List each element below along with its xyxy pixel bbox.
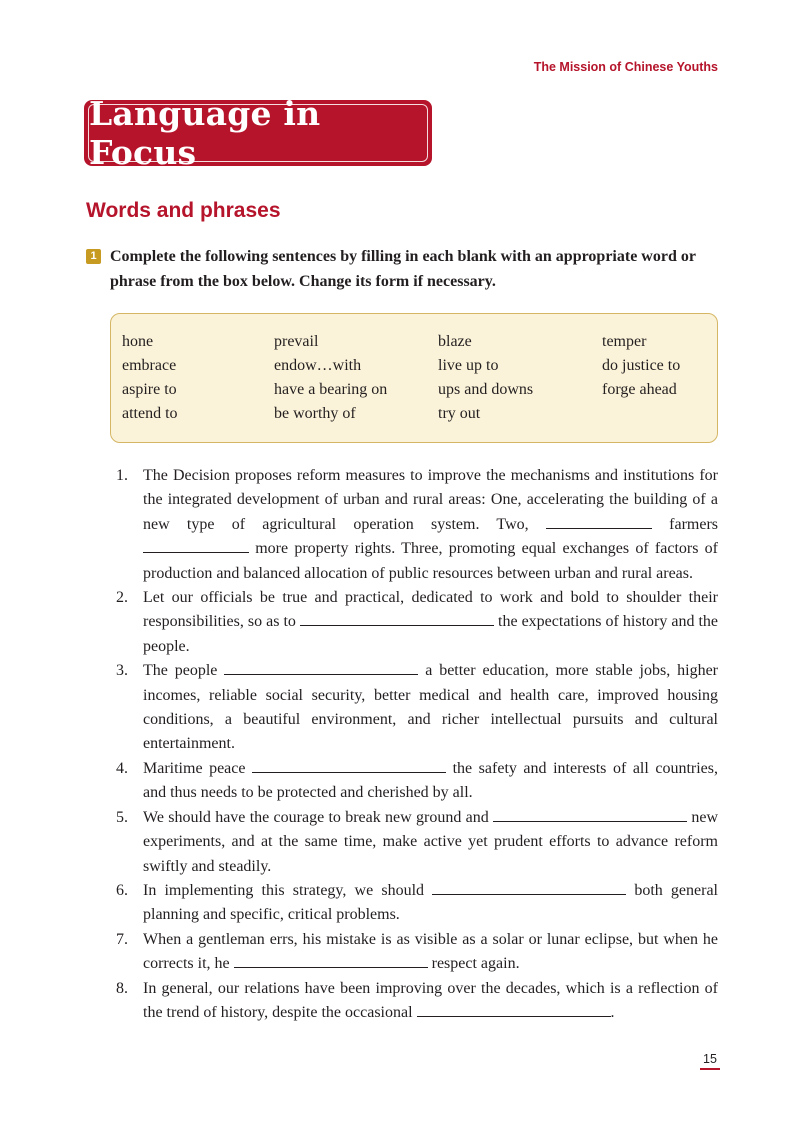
exercise-item xyxy=(110,806,718,879)
word-box-item: aspire to xyxy=(122,381,177,398)
subheading: Words and phrases xyxy=(86,199,281,222)
item-text: . xyxy=(610,1003,615,1021)
word-box-item: temper xyxy=(602,333,647,350)
item-text: the expectations of history and the people. xyxy=(143,613,719,655)
exercise-item xyxy=(110,586,718,659)
answer-blank[interactable] xyxy=(493,807,687,822)
answer-blank[interactable] xyxy=(234,953,428,968)
word-box-item: be worthy of xyxy=(274,405,356,422)
item-text: The Decision proposes reform measures to improve the mechanisms and institutions for the integrated development of urban and rural areas: One, accelerating the building of a new type of agricultural operation system. Two, xyxy=(143,467,718,533)
instruction-text: Complete the following sentences by filling in each blank with an appropriate word or phrase from the box below. Change its form if necessary. xyxy=(110,248,696,290)
page-number: 15 xyxy=(700,1052,720,1070)
word-box xyxy=(110,313,718,443)
word-box-item: ups and downs xyxy=(438,381,534,398)
exercise-item xyxy=(110,928,718,977)
word-box-item: have a bearing on xyxy=(274,381,388,398)
item-number: 3. xyxy=(116,662,128,680)
item-text: both general planning and specific, critical problems. xyxy=(143,881,719,924)
answer-blank[interactable] xyxy=(546,514,652,529)
exercise-item xyxy=(110,879,718,928)
item-text: When a gentleman errs, his mistake is as visible as a solar or lunar eclipse, but when he corrects it, he xyxy=(143,930,718,973)
item-number: 1. xyxy=(116,467,128,484)
item-text: In general, our relations have been improving over the decades, which is a reflection of the trend of history, despite the occasional xyxy=(143,979,718,1021)
word-box-item: forge ahead xyxy=(602,381,677,398)
exercise-number-badge: 1 xyxy=(86,249,101,264)
answer-blank[interactable] xyxy=(252,758,446,773)
exercise-instruction xyxy=(86,244,721,294)
word-box-item: live up to xyxy=(438,357,499,374)
answer-blank[interactable] xyxy=(224,660,418,675)
exercise-item xyxy=(110,464,718,586)
word-box-item: try out xyxy=(438,405,481,422)
item-text: Maritime peace xyxy=(143,759,246,777)
item-number: 5. xyxy=(116,808,128,826)
word-box-item: blaze xyxy=(438,333,472,350)
item-number: 2. xyxy=(116,589,128,607)
word-box-item: hone xyxy=(122,333,154,350)
exercise-item xyxy=(110,659,718,757)
item-text: new experiments, and at the same time, make active yet prudent efforts to advance reform swiftly and steadily. xyxy=(143,808,719,875)
item-number: 6. xyxy=(116,881,128,899)
section-banner xyxy=(84,94,432,172)
item-text: the safety and interests of all countries, and thus needs to be protected and cherished by all. xyxy=(143,759,719,802)
running-header-title: The Mission of Chinese Youths xyxy=(533,60,718,74)
word-box-item: attend to xyxy=(122,405,178,422)
section-banner-title: Language in Focus xyxy=(88,104,428,162)
item-text: more property rights. Three, promoting equal exchanges of factors of production and balanced allocation of public resources between urban and rural areas. xyxy=(143,540,719,582)
word-box-item: prevail xyxy=(274,333,319,350)
answer-blank[interactable] xyxy=(300,611,494,626)
word-box-item: embrace xyxy=(122,357,177,374)
exercise-item xyxy=(110,757,718,806)
item-text: We should have the courage to break new ground and xyxy=(143,808,489,826)
item-text: respect again. xyxy=(431,955,520,973)
item-text: Let our officials be true and practical, dedicated to work and bold to shoulder their responsibilities, so as to xyxy=(143,589,718,631)
item-text: The people xyxy=(143,662,218,680)
word-box-item: do justice to xyxy=(602,357,681,374)
exercise-item xyxy=(110,977,718,1026)
item-number: 8. xyxy=(116,979,128,997)
item-number: 7. xyxy=(116,930,128,948)
answer-blank[interactable] xyxy=(432,880,626,895)
item-text: a better education, more stable jobs, higher incomes, reliable social security, better medical and health care, improved housing conditions, a beautiful environment, and richer intellectual pursuits and cultural entertainment. xyxy=(143,662,718,753)
item-text: farmers xyxy=(669,515,719,533)
answer-blank[interactable] xyxy=(417,1002,611,1017)
word-box-item: endow…with xyxy=(274,357,362,374)
answer-blank[interactable] xyxy=(143,538,249,553)
item-text: In implementing this strategy, we should xyxy=(143,881,425,899)
item-number: 4. xyxy=(116,759,128,777)
exercise-items xyxy=(110,464,718,1025)
